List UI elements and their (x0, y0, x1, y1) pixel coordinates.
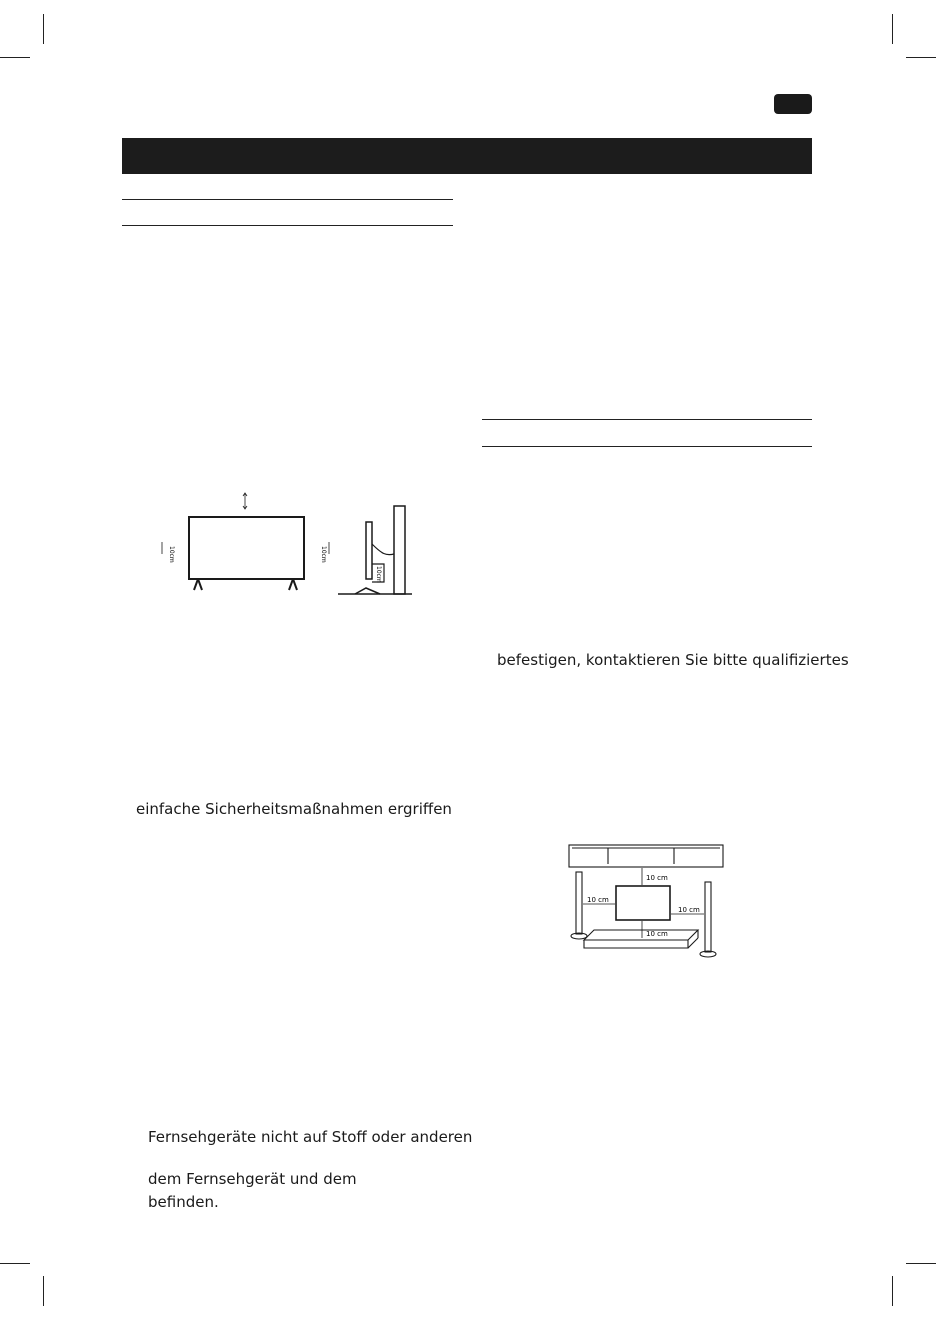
right-section-rule-top (482, 419, 812, 420)
right-section-rule-bottom (482, 446, 812, 447)
crop-mark (892, 14, 893, 44)
wall-label-bottom: 10 cm (646, 930, 668, 938)
tv-clearance-figure (150, 484, 440, 600)
crop-mark (43, 1276, 44, 1306)
section-header-banner (122, 138, 812, 174)
clearance-label-left: 10cm (168, 546, 175, 563)
left-section-rule-bottom (122, 225, 453, 226)
crop-mark (906, 57, 936, 58)
crop-mark (0, 57, 30, 58)
left-text-line-3: dem Fernsehgerät und dem (148, 1170, 357, 1188)
left-section-rule-top (122, 199, 453, 200)
wall-label-right: 10 cm (678, 906, 700, 914)
wall-mount-clearance-figure (566, 842, 726, 960)
left-text-line-4: befinden. (148, 1193, 219, 1211)
wall-label-left: 10 cm (587, 896, 609, 904)
left-text-line-1: einfache Sicherheitsmaßnahmen ergriffen (136, 800, 452, 818)
language-tab (774, 94, 812, 114)
left-text-line-2: Fernsehgeräte nicht auf Stoff oder anderen (148, 1128, 473, 1146)
crop-mark (0, 1263, 30, 1264)
clearance-label-right: 10cm (320, 546, 327, 563)
crop-mark (892, 1276, 893, 1306)
crop-mark (906, 1263, 936, 1264)
clearance-label-side: 10cm (375, 566, 382, 583)
wall-label-top: 10 cm (646, 874, 668, 882)
right-text-line-1: befestigen, kontaktieren Sie bitte qualifiziertes (497, 651, 849, 669)
crop-mark (43, 14, 44, 44)
